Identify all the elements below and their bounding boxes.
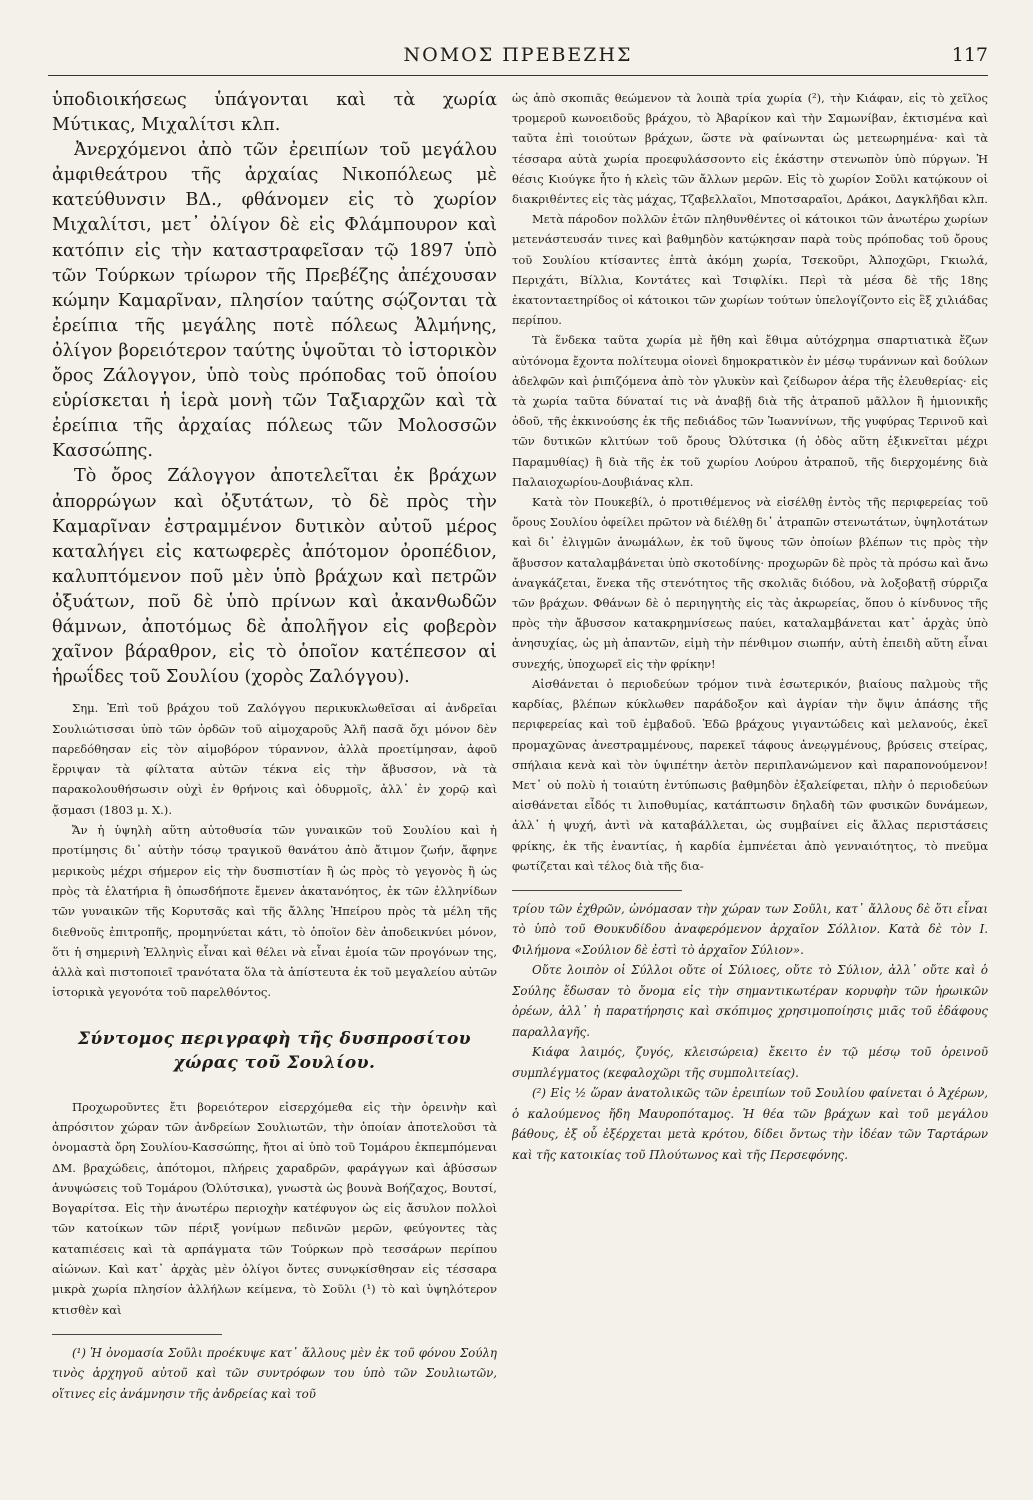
section-text [52,1097,497,1320]
footnote: (¹) Ἡ ὀνομασία Σοῦλι προέκυψε κατ᾽ ἄλλους μὲν ἐκ τοῦ φόνου Σούλη τινὸς ἀρχηγοῦ αὐτοῦ καὶ τῶν συντρόφων του ὑπὸ τῶν Σουλιωτῶν, οἵτινες εἰς ἀνάμνησιν τῆς ἀνδρείας καὶ τοῦ [52,1345,497,1401]
paragraph: Προχωροῦντες ἔτι βορειότερον εἰσερχόμεθα εἰς τὴν ὀρεινὴν καὶ ἀπρόσιτον χώραν τῶν ἀνδρείων Σουλιωτῶν, τὴν ὁποίαν ἀποτελοῦσι τὰ ὀνομαστὰ ὄρη Σουλίου-Κασσώπης, ἤτοι αἱ ὑπὸ τοῦ Τομάρου ἐκπεμπόμεναι ΔΜ. βραχώδεις, ἀπότομοι, πλήρεις χαραδρῶν, φαράγγων καὶ ἀβύσσων ἀνυψώσεις τοῦ Τομάρου (Ὀλύτσικα), γνωστὰ ὡς βουνὰ Βοήζαχος, Βουτσί, Βογαρίτσα. Εἰς τὴν ἀνωτέρω περιοχὴν κατέφυγον ὡς εἰς ἄσυλον πολλοὶ τῶν κατοίκων τῶν πέριξ γονίμων πεδινῶν μερῶν, φεύγοντες τὰς καταπιέσεις καὶ τὰ αρπάγματα τῶν Τούρκων πρὸ τεσσάρων περίπου αἰώνων. Καὶ κατ᾽ ἀρχὰς μὲν ὀλίγοι ὄντες συνῳκίσθησαν εἰς τέσσαρα μικρὰ χωρία πλησίον ἀλλήλων κείμενα, τὸ Σοῦλι (¹) τὸ καὶ ὑψηλότερον κτισθὲν καὶ [52,1099,497,1317]
paragraph: Μετὰ πάροδον πολλῶν ἐτῶν πληθυνθέντες οἱ κάτοικοι τῶν ἀνωτέρω χωρίων μετενάστευσάν τινες καὶ βαθμηδὸν κατῴκησαν παρὰ τοὺς πρόποδας τοῦ ὄρους τοῦ Σουλίου κτίσαντες ἑπτὰ ἀκόμη χωρία, Τσεκοῦρι, Ἀλποχῶρι, Γκιωλά, Περιχάτι, Βίλλια, Κοντάτες καὶ Τσιφλίκι. Περὶ τὰ μέσα δὲ τῆς 18ης ἑκατονταετηρίδος οἱ κάτοικοι τῶν χωρίων τούτων ὑπελογίζοντο εἰς ἓξ χιλιάδας περίπου. [512,212,988,328]
paragraph: ὑποδιοικήσεως ὑπάγονται καὶ τὰ χωρία Μύτικας, Μιχαλίτσι κλπ. [52,90,497,136]
right-column [512,88,988,1448]
footnote: Κιάφα λαιμός, ζυγός, κλεισώρεια) ἔκειτο ἐν τῷ μέσῳ τοῦ ὀρεινοῦ συμπλέγματος (κεφαλοχῶρι τῆς συμπολιτείας). [512,1045,988,1080]
notes-block [52,698,497,1002]
footnotes [52,1343,497,1405]
footnotes [512,899,988,1166]
footnote: (²) Εἰς ½ ὥραν ἀνατολικῶς τῶν ἐρειπίων τοῦ Σουλίου φαίνεται ὁ Ἀχέρων, ὁ καλούμενος ἤδη Μαυροπόταμος. Ἡ θέα τῶν βράχων καὶ τοῦ μεγάλου βάθους, ἐξ οὗ ἐξέρχεται μετὰ κρότου, δίδει ὄντως τὴν ἰδέαν τῶν Ταρτάρων καὶ τῆς κατοικίας τοῦ Πλούτωνος καὶ τῆς Περσεφόνης. [512,1086,988,1162]
footnote-rule [52,1334,222,1335]
paragraph: Ἀνερχόμενοι ἀπὸ τῶν ἐρειπίων τοῦ μεγάλου ἀμφιθεάτρου τῆς ἀρχαίας Νικοπόλεως μὲ κατεύθυνσιν ΒΔ., φθάνομεν εἰς τὸ χωρίον Μιχαλίτσι, μετ᾽ ὀλίγον δὲ εἰς Φλάμπουρον καὶ κατόπιν εἰς τὴν καταστραφεῖσαν τῷ 1897 ὑπὸ τῶν Τούρκων τρίωρον τῆς Πρεβέζης ἀπέχουσαν κώμην Καμαρῖναν, πλησίον ταύτης σῴζονται τὰ ἐρείπια τῆς μεγάλης ποτὲ πόλεως Ἀλμήνης, ὀλίγον βορειότερον ταύτης ὑψοῦται τὸ ἱστορικὸν ὄρος Ζάλογγον, ὑπὸ τοὺς πρόποδας τοῦ ὁποίου εὑρίσκεται ἡ ἱερὰ μονὴ τῶν Ταξιαρχῶν καὶ τὰ ἐρείπια τῆς ἀρχαίας πόλεως τῶν Μολοσσῶν Κασσώπης. [52,140,497,462]
footnote-rule [512,890,682,891]
header-rule [48,75,988,76]
paragraph: ὡς ἀπὸ σκοπιᾶς θεώμενον τὰ λοιπὰ τρία χωρία (²), τὴν Κιάφαν, εἰς τὸ χεῖλος τρομεροῦ κωνοειδοῦς βράχου, τὸ Ἀβαρίκον καὶ τὴν Σαμωνίβαν, ἐκτισμένα καὶ ταῦτα ἐπὶ τοιούτων βράχων, ὥστε νὰ φαίνωνται ὡς μετεωρημένα· καὶ τὰ τέσσαρα αὐτὰ χωρία προεφυλάσσοντο εἰς ἑκάστην στενωπὸν ὑπὸ πύργων. Ἡ θέσις Κιούγκε ἦτο ἡ κλεὶς τῶν ἄλλων μερῶν. Εἰς τὸ χωρίον Σοῦλι κατῴκουν οἱ διακριθέντες εἰς τὰς μάχας, Τζαβελλαῖοι, Μποτσαραῖοι, Δράκοι, Δαγκλῆδαι κλπ. [512,91,988,207]
footnote: Οὔτε λοιπὸν οἱ Σύλλοι οὔτε οἱ Σύλιοες, οὔτε τὸ Σύλιον, ἀλλ᾽ οὔτε καὶ ὁ Σούλης ἔδωσαν τὸ ὄνομα εἰς τὴν σημαντικωτέραν κορυφὴν τῶν ἡρωικῶν ὀρέων, ἀλλ᾽ ἡ παρατήρησις καὶ σκόπιμος χρησιμοποίησις μιᾶς τοῦ ἐδάφους παραλλαγῆς. [512,963,988,1039]
paragraph: Κατὰ τὸν Πουκεβίλ, ὁ προτιθέμενος νὰ εἰσέλθῃ ἐντὸς τῆς περιφερείας τοῦ ὄρους Σουλίου ὀφείλει πρῶτον νὰ διέλθῃ δι᾽ ἀτραπῶν στενωτάτων, ὑψηλοτάτων καὶ δι᾽ ἐλιγμῶν ἀνωμάλων, ἐκ τοῦ ὕψους τῶν ὁποίων βλέπων τις πρὸς τὴν ἄβυσσον καταλαμβάνεται ὑπὸ σκοτοδίνης· προχωρῶν δὲ πρὸς τὰ πρόσω καὶ ἄνω ἀναγκάζεται, ἕνεκα τῆς στενότητος τῆς σκολιᾶς διόδου, νὰ λοξοβατῇ σύρριζα τῶν βράχων. Φθάνων δὲ ὁ περιηγητὴς εἰς τὰς ἀκρωρείας, ὅπου ὁ κίνδυνος τῆς πρὸς τὴν ἄβυσσον κατακρημνίσεως παύει, καταλαμβάνεται κατ᾽ ἀρχὰς ὑπὸ ἀνησυχίας, ὡς μὴ ἀπαντῶν, εἰμὴ τὴν πένθιμον σιωπήν, αὐτὴ ἐπειδὴ αὕτη εἶναι συνεχής, ὑποχωρεῖ εἰς τὴν φρίκην! [512,495,988,671]
page-number: 117 [951,44,988,66]
left-column [52,88,497,1448]
right-main-text [512,88,988,876]
note-paragraph: Σημ. Ἐπὶ τοῦ βράχου τοῦ Ζαλόγγου περικυκλωθεῖσαι αἱ ἀνδρεῖαι Σουλιώτισσαι ὑπὸ τῶν ὀρδῶν τοῦ αἱμοχαροῦς Ἀλῆ πασᾶ ὄχι μόνον δὲν παρεδόθησαν εἰς τὸν αἱμοβόρον τύραννον, ἀλλὰ προετίμησαν, ἀφοῦ ἔρριψαν τὰ φίλτατα αὐτῶν τέκνα εἰς τὴν ἄβυσσον, νὰ τὰ παρακολουθήσωσιν οὐχὶ ἐν θρήνοις καὶ ὀδυρμοῖς, ἀλλ᾽ ἐν χορῷ καὶ ᾄσμασι (1803 μ. Χ.). [52,701,497,817]
paragraph: Τὸ ὄρος Ζάλογγον ἀποτελεῖται ἐκ βράχων ἀπορρώγων καὶ ὀξυτάτων, τὸ δὲ πρὸς τὴν Καμαρῖναν ἐστραμμένον δυτικὸν αὐτοῦ μέρος καταλήγει εἰς κατωφερὲς ἀπότομον ὀροπέδιον, καλυπτόμενον ποῦ μὲν ὑπὸ βράχων καὶ πετρῶν ὀξυάτων, ποῦ δὲ ὑπὸ πρίνων καὶ ἀκανθωδῶν θάμνων, ἀποτόμως δὲ ἀπολῆγον εἰς φοβερὸν χαῖνον βάραθρον, εἰς τὸ ὁποῖον κατέπεσον αἱ ἡρωΐδες τοῦ Σουλίου (χορὸς Ζαλόγγου). [52,466,497,688]
note-paragraph: Ἄν ἡ ὑψηλὴ αὕτη αὐτοθυσία τῶν γυναικῶν τοῦ Σουλίου καὶ ἡ προτίμησις δι᾽ αὐτὴν τόσῳ τραγικοῦ θανάτου ἀπὸ ἄτιμον ζωήν, ἄφηνε μερικοὺς μέχρι σήμερον εἰς τὴν δυσπιστίαν ἢ ὡς πρὸς τὸ γεγονὸς ἢ ὡς πρὸς τὰ ἐλατήρια ἢ ὁπωσδήποτε ἔμενεν ἀκατανόητος, ἐκ τῶν ἐλληνίδων τῶν γυναικῶν τῆς Κορυτσᾶς καὶ τῆς ἄλλης Ἠπείρου πρὸς τὰ μέλη τῆς διεθνοῦς ἐπιτροπῆς, προμηνύεται κάτι, τὸ ὁποῖον δὲν ἀποδεικνύει μόνον, ὅτι ἡ σημερινὴ Ἑλληνὶς εἶναι καὶ θέλει νὰ εἶναι ἐμοία τῶν προγόνων της, ἀλλὰ καὶ πιστοποιεῖ τρανότατα ὅλα τὰ ἀπίστευτα ἐκ τοῦ μεγαλείου αὐτῶν ἱστορικὰ γεγονότα τοῦ παρελθόντος. [52,823,497,1000]
section-title: Σύντομος περιγραφὴ τῆς δυσπροσίτου χώρας τοῦ Σουλίου. [77,1028,472,1073]
paragraph: Τὰ ἕνδεκα ταῦτα χωρία μὲ ἤθη καὶ ἔθιμα αὐτόχρημα σπαρτιατικὰ ἔζων αὐτόνομα ἔχοντα πολίτευμα οἱονεὶ δημοκρατικὸν ἐν μέσῳ τυράννων καὶ δούλων ἀδελφῶν καὶ ῥιπιζόμενα ἀπὸ τὸν γλυκὺν καὶ ζείδωρον ἀέρα τῆς ἐλευθερίας· εἰς τὰ χωρία ταῦτα δύναταί τις νὰ ἀναβῇ διὰ τῆς ἀτραποῦ μᾶλλον ἢ ἡμιονικῆς ὁδοῦ, τῆς ἐκκινούσης ἐκ τῆς πεδιάδος τῶν Ἰωαννίνων, τῆς γυφύρας Τερινοῦ καὶ τῶν δυτικῶν κλιτύων τοῦ ὄρους Ὀλύτσικα (ἡ ὁδὸς αὕτη ἐξικνεῖται μέχρι Παραμυθίας) ἢ διὰ τῆς ἐκ τοῦ χωρίου Λούρου ἀτραποῦ, τῆς διερχομένης διὰ Παλαιοχωρίου-Δουβιάνας κλπ. [512,333,988,489]
page-header [48,38,988,78]
left-main-text [52,88,497,690]
running-title: ΝΟΜΟΣ ΠΡΕΒΕΖΗΣ [403,44,633,66]
paragraph: Αἰσθάνεται ὁ περιοδεύων τρόμον τινὰ ἐσωτερικόν, βιαίους παλμοὺς τῆς καρδίας, βλέπων κύκλωθεν παράδοξον καὶ ἀγρίαν τὴν ὄψιν ἁπάσης τῆς περιφερείας καὶ τοῦ ἐμβαδοῦ. Ἐδῶ βράχους γιγαντώδεις καὶ μελανούς, ἐκεῖ προμαχῶνας ἀνεστραμμένους, παρεκεῖ τάφους ἀνεῳγμένους, βρύσεις στείρας, σπήλαια κενὰ καὶ τὸν ὑψιπέτην ἀετὸν περιπλανώμενον καὶ παραπονούμενον! Μετ᾽ οὐ πολὺ ἡ τοιαύτη ἐντύπωσις βαθμηδὸν ἐξαλείφεται, πλὴν ὁ περιοδεύων αἰσθάνεται εἶδός τι λιποθυμίας, κατάπτωσιν δηλαδὴ τῶν φυσικῶν δυνάμεων, ἀλλ᾽ ἡ ψυχή, ἀντὶ νὰ καταβάλλεται, ὡς συμβαίνει εἰς ἄλλας περιστάσεις φρίκης, ἐκ τῆς ἐναντίας, ἡ καρδία ἐμπνέεται ἀπὸ γενναιότητος, τὸ πνεῦμα φωτίζεται καὶ τέλος διὰ τῆς δια- [512,676,988,873]
footnote: τρίου τῶν ἐχθρῶν, ὠνόμασαν τὴν χώραν των Σοῦλι, κατ᾽ ἄλλους δὲ ὅτι εἶναι τὸ ὑπὸ τοῦ Θουκυδίδου ἀναφερόμενον ἀρχαῖον Σόλλιον. Κατὰ δὲ τὸν Ι. Φιλήμονα «Σούλιον δὲ ἐστὶ τὸ ἀρχαῖον Σύλιον». [512,901,988,957]
